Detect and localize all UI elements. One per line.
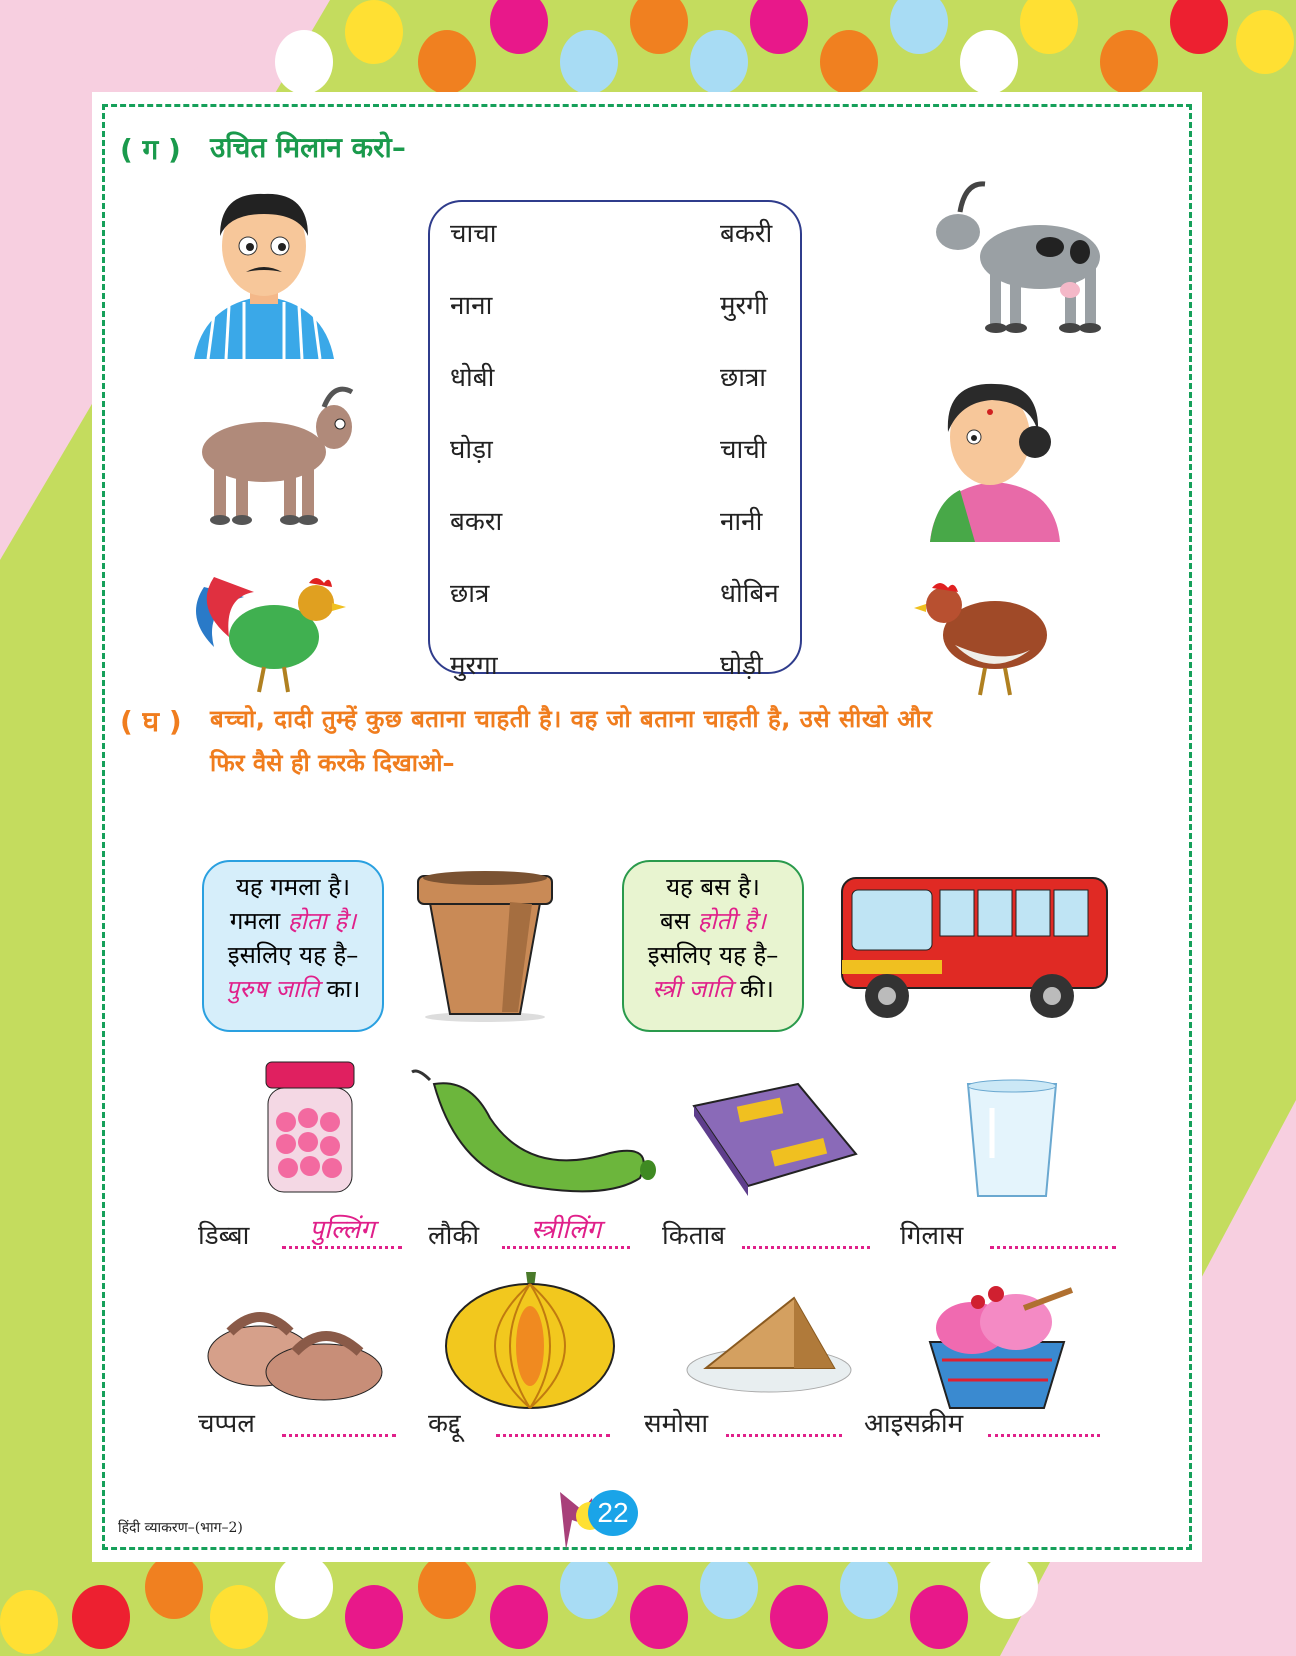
bubble2-line2-a: बस — [660, 907, 698, 935]
decor-dot — [700, 1555, 758, 1619]
answer-blank[interactable] — [990, 1210, 1116, 1249]
match-left-word: नाना — [450, 291, 493, 321]
decor-dot — [910, 1585, 968, 1649]
section-gh-line1: बच्चो, दादी तुम्हें कुछ बताना चाहती है। वह जो बताना चाहती है, उसे सीखो और — [210, 705, 933, 733]
goat-illustration — [184, 382, 364, 532]
decor-dot — [820, 30, 878, 94]
bottle-gourd-illustration — [410, 1058, 660, 1198]
decor-dot — [275, 1555, 333, 1619]
answer-blank[interactable] — [988, 1398, 1100, 1437]
item-label: कद्दू — [428, 1409, 461, 1439]
bubble2-line4-b: की। — [732, 975, 774, 1003]
bubble1-line3: इसलिए यह है– — [227, 941, 359, 969]
match-left-word: छात्र — [450, 579, 490, 609]
decor-dot — [770, 1585, 828, 1649]
bubble1-line2 — [204, 904, 382, 938]
section-g-marker: ( ग ) — [120, 133, 181, 166]
decor-dot — [630, 1585, 688, 1649]
book-illustration — [690, 1078, 860, 1198]
page-number: 22 — [588, 1490, 638, 1536]
glass-illustration — [962, 1078, 1062, 1202]
uncle-illustration — [184, 184, 344, 364]
decor-dot — [275, 30, 333, 94]
item-label: समोसा — [644, 1409, 709, 1439]
match-left-word: बकरा — [450, 507, 503, 537]
bubble1-line2-a: गमला — [229, 907, 288, 935]
samosa-illustration — [684, 1288, 854, 1398]
answer-blank[interactable] — [496, 1398, 610, 1437]
decor-dot — [980, 1555, 1038, 1619]
bubble1-line4 — [204, 972, 382, 1006]
section-g-title: उचित मिलान करो– — [210, 131, 406, 164]
answer-blank[interactable]: पुल्लिंग — [282, 1210, 402, 1249]
bubble2-line4-a: स्त्री जाति — [652, 975, 733, 1003]
hen-illustration — [910, 570, 1060, 700]
item-label: लौकी — [428, 1221, 480, 1251]
decor-dot — [145, 1555, 203, 1619]
decor-dot — [690, 30, 748, 94]
decor-dot — [560, 1555, 618, 1619]
sandals-illustration — [200, 1282, 390, 1402]
match-right-word: मुरगी — [720, 291, 768, 321]
answer-blank[interactable] — [726, 1398, 842, 1437]
gamla-speech-bubble — [202, 860, 384, 1032]
decor-dot — [0, 1590, 58, 1654]
match-right-word: बकरी — [720, 219, 773, 249]
item-label: डिब्बा — [198, 1221, 250, 1251]
decor-dot — [560, 30, 618, 94]
decor-dot — [418, 30, 476, 94]
section-gh-marker: ( घ ) — [120, 705, 182, 738]
decor-dot — [960, 30, 1018, 94]
bubble2-line2-b: होती है। — [697, 907, 766, 935]
rooster-illustration — [184, 567, 354, 697]
section-gh-line2: फिर वैसे ही करके दिखाओ– — [210, 749, 455, 777]
match-right-word: नानी — [720, 507, 763, 537]
item-label: आइसक्रीम — [864, 1409, 964, 1439]
match-left-word: धोबी — [450, 363, 495, 393]
item-label: चप्पल — [198, 1409, 255, 1439]
bubble2-line3: इसलिए यह है– — [647, 941, 779, 969]
bubble2-line4 — [624, 972, 802, 1006]
decor-dot — [345, 0, 403, 64]
match-right-word: धोबिन — [720, 579, 779, 609]
match-right-word: छात्रा — [720, 363, 767, 393]
item-label: किताब — [662, 1221, 726, 1251]
worksheet-page — [92, 92, 1202, 1562]
pumpkin-illustration — [440, 1262, 620, 1412]
decor-dot — [1236, 10, 1294, 74]
decor-dot — [490, 1585, 548, 1649]
decor-dot — [210, 1585, 268, 1649]
decor-dot — [1100, 30, 1158, 94]
decor-dot — [418, 1555, 476, 1619]
answer-blank[interactable]: स्त्रीलिंग — [502, 1210, 630, 1249]
book-title-footer: हिंदी व्याकरण–(भाग–2) — [118, 1520, 243, 1536]
item-label: गिलास — [900, 1221, 964, 1251]
decor-dot — [345, 1585, 403, 1649]
bubble2-line1: यह बस है। — [666, 873, 760, 901]
answer-blank[interactable] — [282, 1398, 396, 1437]
bus-speech-bubble — [622, 860, 804, 1032]
decor-dot — [840, 1555, 898, 1619]
bubble2-line2 — [624, 904, 802, 938]
icecream-illustration — [912, 1272, 1082, 1412]
aunt-illustration — [920, 372, 1070, 547]
bubble1-line4-b: का। — [319, 975, 361, 1003]
match-left-word: घोड़ा — [450, 435, 493, 465]
jar-illustration — [258, 1058, 362, 1198]
match-right-word: घोड़ी — [720, 651, 763, 681]
match-left-word: मुरगा — [450, 651, 498, 681]
bubble1-line4-a: पुरुष जाति — [225, 975, 320, 1003]
answer-blank[interactable] — [742, 1210, 870, 1249]
bubble1-line2-b: होता है। — [287, 907, 357, 935]
decor-dot — [72, 1585, 130, 1649]
match-left-word: चाचा — [450, 219, 497, 249]
female-goat-illustration — [930, 172, 1120, 342]
flower-pot-illustration — [410, 862, 560, 1022]
bubble1-line1: यह गमला है। — [235, 873, 351, 901]
match-right-word: चाची — [720, 435, 767, 465]
bus-illustration — [832, 868, 1122, 1028]
